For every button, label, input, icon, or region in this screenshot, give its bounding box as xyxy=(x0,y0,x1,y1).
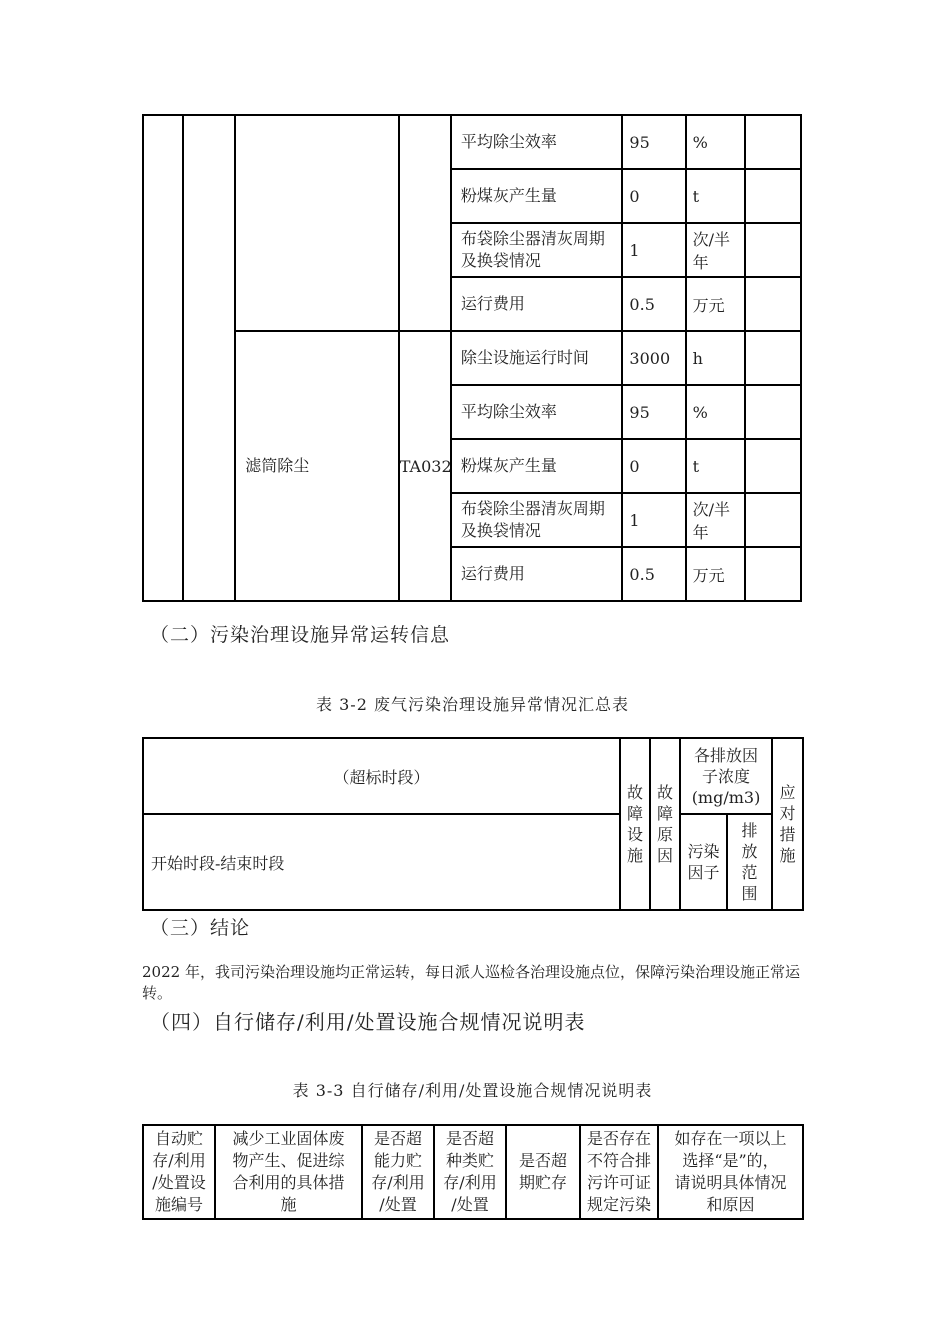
header-char: 因 xyxy=(656,846,673,865)
header-line: 存/利用 xyxy=(443,1173,497,1192)
header-char: 围 xyxy=(741,884,758,903)
param-item: 平均除尘效率 xyxy=(451,385,623,439)
header-line: /处置 xyxy=(379,1195,417,1214)
header-reduction-measures xyxy=(215,1125,362,1219)
param-value: 1 xyxy=(622,493,685,547)
header-pollutant-factor xyxy=(680,814,727,910)
header-noncompliance xyxy=(580,1125,658,1219)
section-heading-storage-compliance: （四）自行储存/利用/处置设施合规情况说明表 xyxy=(150,1010,586,1034)
table-cell-empty xyxy=(143,115,183,601)
header-emission-concentration xyxy=(680,738,772,814)
param-item: 运行费用 xyxy=(451,277,623,331)
header-line: 减少工业固体废 xyxy=(232,1129,345,1148)
header-fault-reason xyxy=(650,738,680,910)
param-unit: % xyxy=(686,385,745,439)
header-exceed-period: （超标时段） xyxy=(143,738,620,814)
header-line: 期贮存 xyxy=(518,1173,567,1192)
header-char: 施 xyxy=(626,846,643,865)
table-cell-empty xyxy=(745,331,801,385)
header-char: 原 xyxy=(656,825,673,844)
param-unit-line: 年 xyxy=(692,523,709,542)
header-char: 施 xyxy=(779,846,796,865)
header-line: 和原因 xyxy=(706,1195,755,1214)
facility-name: 滤筒除尘 xyxy=(235,331,398,601)
header-char: 范 xyxy=(741,863,758,882)
header-explanation xyxy=(658,1125,803,1219)
header-over-capacity xyxy=(362,1125,434,1219)
param-unit: h xyxy=(686,331,745,385)
header-char: 故 xyxy=(656,783,673,802)
param-value: 0.5 xyxy=(622,547,685,601)
header-line: /处置 xyxy=(451,1195,489,1214)
header-over-period xyxy=(506,1125,580,1219)
param-item xyxy=(451,493,623,547)
table-caption-3-3: 表 3-3 自行储存/利用/处置设施合规情况说明表 xyxy=(292,1081,653,1100)
abnormal-situation-table xyxy=(142,737,804,911)
param-value: 0 xyxy=(622,439,685,493)
param-value: 3000 xyxy=(622,331,685,385)
param-value: 95 xyxy=(622,385,685,439)
header-char: 障 xyxy=(626,804,643,823)
header-char: 应 xyxy=(779,783,796,802)
param-item: 粉煤灰产生量 xyxy=(451,169,623,223)
conclusion-paragraph: 2022 年，我司污染治理设施均正常运转，每日派人巡检各治理设施点位，保障污染治理设施正常运转。 xyxy=(142,963,800,1002)
table-cell-empty xyxy=(745,493,801,547)
param-unit: 万元 xyxy=(686,277,745,331)
header-line: 规定污染 xyxy=(586,1195,651,1214)
header-line: 是否超 xyxy=(518,1151,567,1170)
header-countermeasures xyxy=(772,738,803,910)
table-cell-empty xyxy=(745,169,801,223)
param-item xyxy=(451,223,623,277)
header-line: 不符合排 xyxy=(586,1151,651,1170)
table-caption-3-2: 表 3-2 废气污染治理设施异常情况汇总表 xyxy=(316,695,629,714)
header-char: 障 xyxy=(656,804,673,823)
param-item-line: 及换袋情况 xyxy=(460,521,541,540)
header-char: 措 xyxy=(779,825,796,844)
param-value: 95 xyxy=(622,115,685,169)
header-fault-facility xyxy=(620,738,650,910)
header-line: 污染 xyxy=(687,842,720,861)
table-cell-empty xyxy=(745,439,801,493)
param-unit xyxy=(686,493,745,547)
param-item: 粉煤灰产生量 xyxy=(451,439,623,493)
param-item-line: 布袋除尘器清灰周期 xyxy=(460,229,605,248)
header-line: 请说明具体情况 xyxy=(674,1173,787,1192)
header-line: 合利用的具体措 xyxy=(232,1173,345,1192)
param-item-line: 及换袋情况 xyxy=(460,251,541,270)
param-value: 1 xyxy=(622,223,685,277)
table-cell-empty xyxy=(745,223,801,277)
header-line: 种类贮 xyxy=(445,1151,494,1170)
param-item-line: 布袋除尘器清灰周期 xyxy=(460,499,605,518)
table-cell-empty xyxy=(745,115,801,169)
table-cell-empty xyxy=(745,385,801,439)
param-unit: % xyxy=(686,115,745,169)
table-cell-empty xyxy=(399,115,451,331)
param-unit: 万元 xyxy=(686,547,745,601)
header-char: 设 xyxy=(626,825,643,844)
param-unit-line: 次/半 xyxy=(692,230,731,249)
header-char: 对 xyxy=(779,804,796,823)
header-line: 自动贮 xyxy=(154,1129,203,1148)
table-cell-empty xyxy=(745,277,801,331)
table-cell-empty xyxy=(183,115,235,601)
header-line: (mg/m3) xyxy=(691,787,761,807)
header-facility-id xyxy=(143,1125,215,1219)
header-emission-range xyxy=(727,814,772,910)
header-char: 故 xyxy=(626,783,643,802)
header-line: /处置设 xyxy=(152,1173,206,1192)
param-unit: t xyxy=(686,169,745,223)
header-line: 子浓度 xyxy=(702,766,751,786)
facility-parameter-table xyxy=(142,114,802,602)
header-line: 能力贮 xyxy=(373,1151,422,1170)
param-unit-line: 年 xyxy=(692,253,709,272)
header-line: 物产生、促进综 xyxy=(232,1151,345,1170)
header-line: 各排放因 xyxy=(694,745,759,765)
param-item: 除尘设施运行时间 xyxy=(451,331,623,385)
param-unit-line: 次/半 xyxy=(692,500,731,519)
param-value: 0 xyxy=(622,169,685,223)
param-item: 平均除尘效率 xyxy=(451,115,623,169)
table-cell-empty xyxy=(235,115,398,331)
header-over-category xyxy=(434,1125,506,1219)
section-heading-abnormal-operation: （二）污染治理设施异常运转信息 xyxy=(150,624,451,646)
header-line: 施编号 xyxy=(154,1195,203,1214)
header-line: 因子 xyxy=(687,863,720,882)
header-line: 污许可证 xyxy=(586,1173,651,1192)
header-char: 排 xyxy=(741,821,758,840)
table-cell-empty xyxy=(745,547,801,601)
facility-code: TA032 xyxy=(399,331,451,601)
param-item: 运行费用 xyxy=(451,547,623,601)
param-value: 0.5 xyxy=(622,277,685,331)
header-line: 存/利用 xyxy=(152,1151,206,1170)
header-line: 存/利用 xyxy=(371,1173,425,1192)
start-end-period: 开始时段-结束时段 xyxy=(143,814,620,910)
header-line: 选择“是”的， xyxy=(682,1151,779,1170)
param-unit xyxy=(686,223,745,277)
storage-compliance-table xyxy=(142,1124,804,1220)
param-unit: t xyxy=(686,439,745,493)
header-char: 放 xyxy=(741,842,758,861)
header-line: 如存在一项以上 xyxy=(674,1129,787,1148)
header-line: 施 xyxy=(280,1195,297,1214)
header-line: 是否超 xyxy=(445,1129,494,1148)
header-line: 是否存在 xyxy=(586,1129,651,1148)
section-heading-conclusion: （三）结论 xyxy=(150,917,251,939)
header-line: 是否超 xyxy=(373,1129,422,1148)
